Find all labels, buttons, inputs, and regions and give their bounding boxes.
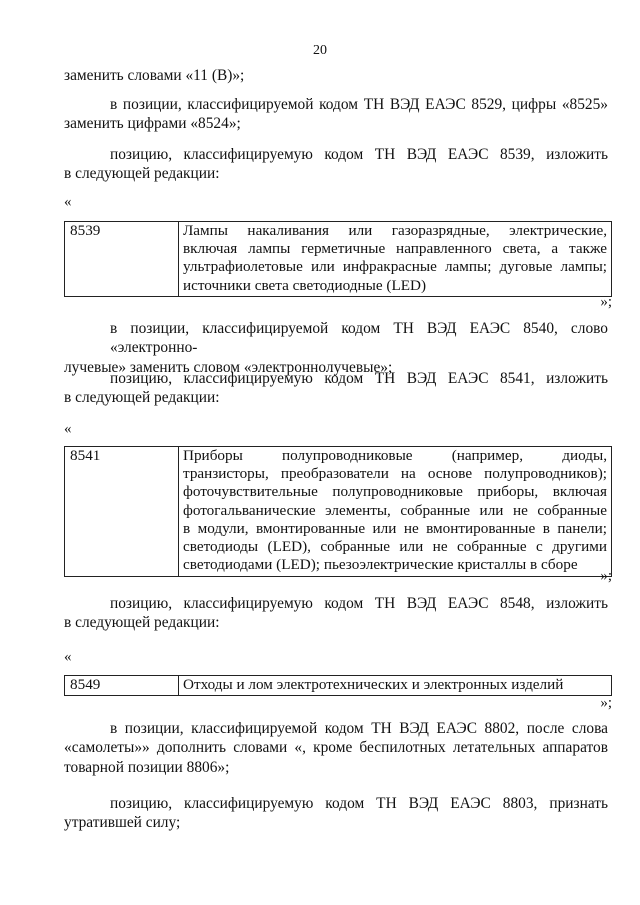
description-line: Отходы и лом электротехнических и электронных изделий bbox=[183, 676, 564, 693]
description-line: светодиодами (LED); пьезоэлектрические кристаллы в сборе bbox=[183, 556, 578, 574]
paragraph-line: позицию, классифицируемую кодом ТН ВЭД ЕАЭС 8548, изложить bbox=[110, 595, 608, 612]
paragraph-line: позицию, классифицируемую кодом ТН ВЭД ЕАЭС 8541, изложить bbox=[110, 370, 608, 387]
paragraph-line: лучевые» заменить словом «электроннолучевые»; bbox=[64, 358, 393, 376]
table-row bbox=[65, 676, 612, 696]
description-line: светодиоды (LED), собранные или не собранные с другими bbox=[183, 538, 607, 556]
table-row bbox=[65, 447, 612, 577]
code-table-8541 bbox=[64, 446, 612, 577]
paragraph-8541 bbox=[64, 369, 608, 408]
description-line: источники света светодиодные (LED) bbox=[183, 276, 427, 294]
paragraph-line: заменить словами «11 (В)»; bbox=[64, 67, 245, 84]
description-line: фоточувствительные полупроводниковые приборы, включая bbox=[183, 483, 607, 501]
code-table-8539 bbox=[64, 221, 612, 297]
opening-quote: « bbox=[64, 194, 72, 210]
paragraph-8803 bbox=[64, 794, 608, 833]
code-cell: 8549 bbox=[65, 676, 179, 696]
paragraph-line: в следующей редакции: bbox=[64, 389, 220, 407]
description-cell bbox=[179, 447, 612, 577]
description-line: фотогальванические элементы, собранные или не собранные bbox=[183, 501, 607, 519]
paragraph-line: в следующей редакции: bbox=[64, 614, 220, 632]
opening-quote: « bbox=[64, 649, 72, 665]
paragraph-line: позицию, классифицируемую кодом ТН ВЭД ЕАЭС 8539, изложить bbox=[110, 146, 608, 163]
closing-quote: »; bbox=[600, 294, 612, 310]
closing-quote: »; bbox=[600, 695, 612, 711]
description-line: включая лампы герметичные направленного света, а также bbox=[183, 240, 607, 258]
page-number: 20 bbox=[313, 43, 327, 58]
code-cell: 8539 bbox=[65, 222, 179, 297]
opening-quote: « bbox=[64, 421, 72, 437]
description-line: в модули, вмонтированные или не вмонтированные в панели; bbox=[183, 519, 607, 537]
code-cell: 8541 bbox=[65, 447, 179, 577]
description-cell bbox=[179, 676, 612, 696]
paragraph-line: в позиции, классифицируемой кодом ТН ВЭД ЕАЭС 8802, после слова bbox=[110, 720, 608, 737]
paragraph-line: в следующей редакции: bbox=[64, 165, 220, 183]
paragraph-line: позицию, классифицируемую кодом ТН ВЭД ЕАЭС 8803, признать bbox=[110, 795, 608, 812]
description-cell bbox=[179, 222, 612, 297]
description-line: Приборы полупроводниковые (например, диоды, bbox=[183, 447, 607, 464]
paragraph-replace-words bbox=[64, 66, 608, 85]
paragraph-8539 bbox=[64, 145, 608, 184]
description-line: транзисторы, преобразователи на основе полупроводников); bbox=[183, 465, 607, 483]
description-line: Лампы накаливания или газоразрядные, электрические, bbox=[183, 222, 607, 239]
code-table-8549 bbox=[64, 675, 612, 696]
paragraph-line: товарной позиции 8806»; bbox=[64, 758, 230, 776]
closing-quote: »; bbox=[600, 568, 612, 584]
paragraph-line: «самолеты»» дополнить словами «, кроме беспилотных летательных аппаратов bbox=[64, 739, 608, 757]
paragraph-8529 bbox=[64, 95, 608, 134]
paragraph-line: в позиции, классифицируемой кодом ТН ВЭД ЕАЭС 8529, цифры «8525» bbox=[110, 96, 608, 113]
table-row bbox=[65, 222, 612, 297]
paragraph-line: заменить цифрами «8524»; bbox=[64, 115, 241, 133]
paragraph-line: в позиции, классифицируемой кодом ТН ВЭД ЕАЭС 8540, слово «электронно- bbox=[110, 320, 608, 357]
description-line: ультрафиолетовые или инфракрасные лампы; дуговые лампы; bbox=[183, 258, 607, 276]
paragraph-8548 bbox=[64, 594, 608, 633]
paragraph-8802 bbox=[64, 719, 608, 777]
paragraph-line: утратившей силу; bbox=[64, 814, 181, 832]
